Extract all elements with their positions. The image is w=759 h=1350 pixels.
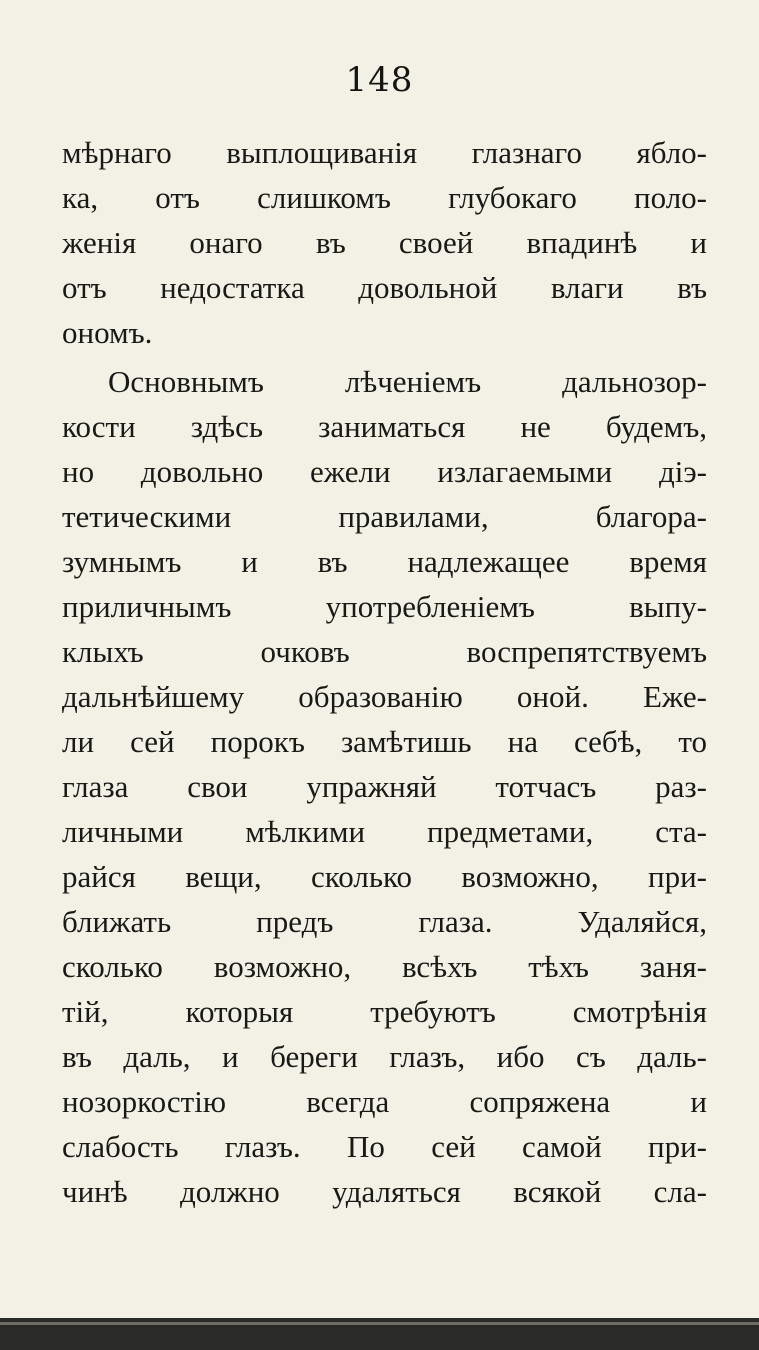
text-line: личными мѣлкими предметами, ста- <box>62 814 707 849</box>
text-line: нозоркостію всегда сопряжена и <box>62 1084 707 1119</box>
text-line: ка, отъ слишкомъ глубокаго поло- <box>62 180 707 215</box>
text-line: ономъ. <box>62 315 153 350</box>
text-line: сколько возможно, всѣхъ тѣхъ заня- <box>62 949 707 984</box>
text-line: зумнымъ и въ надлежащее время <box>62 544 707 579</box>
text-line: мѣрнаго выплощиванія глазнаго ябло- <box>62 135 707 170</box>
text-line: райся вещи, сколько возможно, при- <box>62 859 707 894</box>
body-text <box>62 130 707 1214</box>
text-line: въ даль, и береги глазъ, ибо съ даль- <box>62 1039 707 1074</box>
text-line: тетическими правилами, благора- <box>62 499 707 534</box>
text-line: Основнымъ лѣченіемъ дальнозор- <box>108 364 707 399</box>
page-edge-divider <box>0 1322 759 1325</box>
text-line: ли сей порокъ замѣтишь на себѣ, то <box>62 724 707 759</box>
paragraph-2 <box>62 359 707 1214</box>
text-line: глаза свои упражняй тотчасъ раз- <box>62 769 707 804</box>
text-line: чинѣ должно удаляться всякой сла- <box>62 1174 707 1209</box>
paragraph-1 <box>62 130 707 355</box>
text-line: дальнѣйшему образованію оной. Еже- <box>62 679 707 714</box>
text-line: клыхъ очковъ воспрепятствуемъ <box>62 634 707 669</box>
text-line: приличнымъ употребленіемъ выпу- <box>62 589 707 624</box>
text-line: тій, которыя требуютъ смотрѣнія <box>62 994 707 1029</box>
text-line: но довольно ежели излагаемыми діэ- <box>62 454 707 489</box>
text-line: слабость глазъ. По сей самой при- <box>62 1129 707 1164</box>
page-number: 148 <box>345 60 414 100</box>
text-line: ближать предъ глаза. Удаляйся, <box>62 904 707 939</box>
text-line: кости здѣсь заниматься не будемъ, <box>62 409 707 444</box>
text-line: отъ недостатка довольной влаги въ <box>62 270 707 305</box>
text-line: женія онаго въ своей впадинѣ и <box>62 225 707 260</box>
